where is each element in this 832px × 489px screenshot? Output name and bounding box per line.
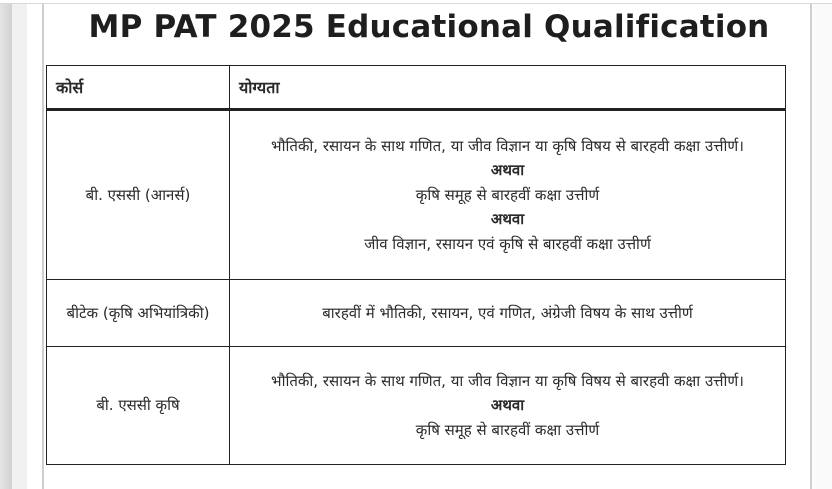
course-cell: बी. एससी (आनर्स) [47,110,230,280]
table-row [47,280,786,347]
or-separator: अथवा [490,396,525,415]
column-header-course: कोर्स [47,66,230,110]
eligibility-line: जीव विज्ञान, रसायन एवं कृषि से बारहवीं कक्षा उत्तीर्ण [364,234,651,253]
eligibility-line: कृषि समूह से बारहवीं कक्षा उत्तीर्ण [415,420,600,439]
eligibility-cell [230,280,786,347]
table-row [47,347,786,465]
table-row [47,110,786,280]
column-header-eligibility: योग्यता [230,66,786,110]
course-cell: बीटेक (कृषि अभियांत्रिकी) [47,280,230,347]
or-separator: अथवा [490,210,525,229]
eligibility-line: भौतिकी, रसायन के साथ गणित, या जीव विज्ञान या कृषि विषय से बारहवी कक्षा उत्तीर्ण। [271,136,744,155]
eligibility-cell [230,347,786,465]
left-gutter [12,4,27,489]
qualification-table [46,65,786,465]
page-title: MP PAT 2025 Educational Qualification [88,9,770,45]
eligibility-line: बारहवीं में भौतिकी, रसायन, एवं गणित, अंग्रेजी विषय के साथ उत्तीर्ण [322,303,693,322]
eligibility-line: कृषि समूह से बारहवीं कक्षा उत्तीर्ण [415,185,600,204]
eligibility-line: भौतिकी, रसायन के साथ गणित, या जीव विज्ञान या कृषि विषय से बारहवी कक्षा उत्तीर्ण। [271,371,744,390]
left-window-shade [0,4,12,489]
or-separator: अथवा [490,161,525,180]
right-gutter [813,4,832,489]
eligibility-cell [230,110,786,280]
course-cell: बी. एससी कृषि [47,347,230,465]
table-header-row [47,66,786,110]
article-content [42,4,812,489]
